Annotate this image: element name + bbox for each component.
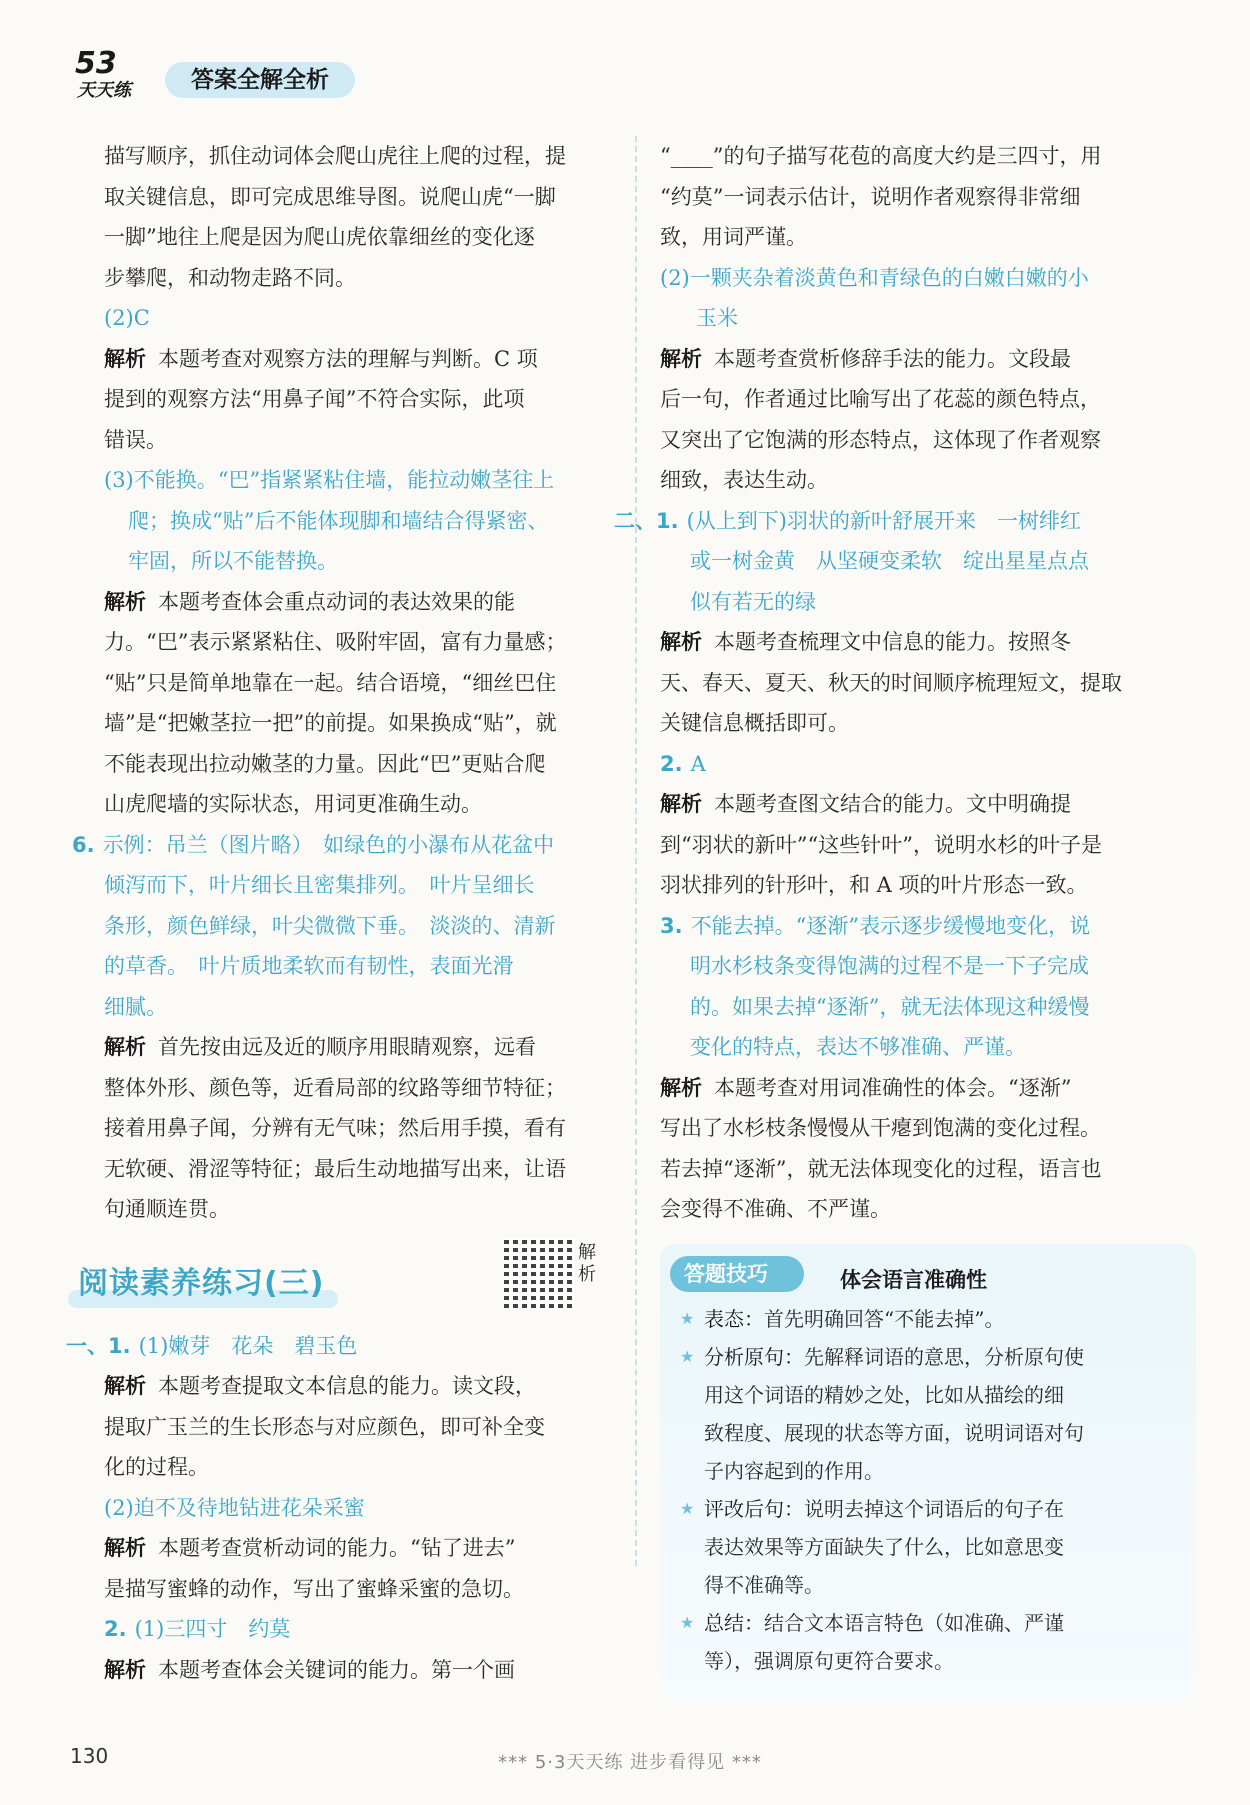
- tip-text: 等），强调原句更符合要求。: [704, 1648, 954, 1673]
- analysis-text: 首先按由远及近的顺序用眼睛观察，远看: [158, 1035, 536, 1059]
- answer-line: 牢固，所以不能替换。: [128, 549, 338, 573]
- answer-line: 玉米: [696, 306, 738, 330]
- tip-heading: 表态：: [704, 1306, 764, 1331]
- analysis-label: 解析: [104, 1657, 146, 1682]
- analysis-label: 解析: [660, 792, 702, 816]
- question-number: 二、1.: [614, 508, 679, 533]
- answer-line: (2)一颗夹杂着淡黄色和青绿色的白嫩白嫩的小: [660, 265, 1089, 290]
- question-number: 3.: [660, 913, 683, 938]
- answer-line: 细腻。: [104, 994, 167, 1019]
- analysis-text: 整体外形、颜色等，近看局部的纹路等细节特征；: [104, 1075, 566, 1100]
- analysis-text: 本题考查对用词准确性的体会。“逐渐”: [714, 1075, 1072, 1100]
- answer-line: 条形，颜色鲜绿，叶尖微微下垂。 淡淡的、清新: [104, 913, 556, 938]
- left-column: [66, 136, 612, 1690]
- tips-title: 体会语言准确性: [840, 1267, 987, 1292]
- answer-line: 示例：吊兰（图片略） 如绿色的小瀑布从花盆中: [102, 832, 555, 857]
- tip-text: 子内容起到的作用。: [704, 1458, 884, 1483]
- star-icon: ★: [680, 1308, 695, 1328]
- tip-heading: 总结：: [704, 1610, 764, 1635]
- answer-line: (2)C: [104, 306, 150, 330]
- analysis-text: 力。“巴”表示紧紧粘住、吸附牢固，富有力量感；: [104, 630, 567, 654]
- right-intro-line: “约莫”一词表示估计，说明作者观察得非常细: [660, 184, 1081, 209]
- tip-text: 先解释词语的意思，分析原句使: [804, 1344, 1084, 1369]
- analysis-text: 不能表现出拉动嫩茎的力量。因此“巴”更贴合爬: [104, 751, 546, 776]
- analysis-text: 本题考查赏析动词的能力。“钻了进去”: [158, 1536, 516, 1560]
- star-icon: ★: [680, 1498, 695, 1518]
- analysis-text: 会变得不准确、不严谨。: [660, 1197, 891, 1221]
- answer-line: 变化的特点，表达不够准确、严谨。: [690, 1035, 1026, 1059]
- answer-line: (从上到下)羽状的新叶舒展开来 一树绯红: [686, 508, 1081, 533]
- right-column: [614, 136, 1196, 1700]
- analysis-text: 本题考查梳理文中信息的能力。按照冬: [714, 630, 1071, 654]
- analysis-text: “贴”只是简单地靠在一起。结合语境，“细丝巴住: [104, 670, 557, 695]
- analysis-text: 本题考查对观察方法的理解与判断。C 项: [158, 346, 538, 371]
- tip-item: [680, 1604, 1180, 1680]
- page-number: 130: [70, 1744, 109, 1768]
- analysis-text: 提到的观察方法“用鼻子闻”不符合实际，此项: [104, 387, 525, 411]
- right-intro-line: “____”的句子描写花苞的高度大约是三四寸，用: [660, 144, 1102, 168]
- qr-code-label: 解析: [578, 1241, 596, 1285]
- analysis-text: 墙”是“把嫩茎拉一把”的前提。如果换成“贴”，就: [104, 711, 557, 735]
- qr-code-pattern: [504, 1238, 574, 1308]
- question-number: 2.: [104, 1617, 127, 1641]
- answer-line: (1)嫩芽 花朵 碧玉色: [138, 1333, 358, 1358]
- answer-line: (3)不能换。“巴”指紧紧粘住墙，能拉动嫩茎往上: [104, 468, 555, 492]
- analysis-text: 本题考查体会重点动词的表达效果的能: [158, 589, 515, 614]
- analysis-text: 提取广玉兰的生长形态与对应颜色，即可补全变: [104, 1414, 545, 1439]
- analysis-text: 化的过程。: [104, 1455, 209, 1479]
- header-title: 答案全解全析: [165, 62, 355, 98]
- answer-line: 似有若无的绿: [690, 589, 816, 614]
- left-intro-line: 一脚”地往上爬是因为爬山虎依靠细丝的变化逐: [104, 225, 535, 249]
- question-number: 一、1.: [66, 1333, 131, 1358]
- analysis-text: 错误。: [104, 427, 167, 452]
- answer-line: 倾泻而下，叶片细长且密集排列。 叶片呈细长: [104, 873, 535, 897]
- analysis-text: 本题考查提取文本信息的能力。读文段，: [158, 1374, 536, 1398]
- analysis-text: 到“羽状的新叶”“这些针叶”，说明水杉的叶子是: [660, 832, 1102, 857]
- answer-line: (1)三四寸 约莫: [134, 1617, 291, 1641]
- tip-item: [680, 1338, 1180, 1490]
- analysis-text: 天、春天、夏天、秋天的时间顺序梳理短文，提取: [660, 670, 1122, 695]
- analysis-text: 山虎爬墙的实际状态，用词更准确生动。: [104, 792, 482, 816]
- analysis-text: 后一句，作者通过比喻写出了花蕊的颜色特点，: [660, 387, 1101, 411]
- analysis-text: 句通顺连贯。: [104, 1197, 230, 1221]
- analysis-label: 解析: [104, 346, 146, 371]
- left-intro-line: 取关键信息，即可完成思维导图。说爬山虎“一脚: [104, 184, 556, 209]
- tip-text: 得不准确等。: [704, 1572, 824, 1597]
- analysis-text: 接着用鼻子闻，分辨有无气味；然后用手摸，看有: [104, 1116, 566, 1140]
- analysis-text: 是描写蜜蜂的动作，写出了蜜蜂采蜜的急切。: [104, 1576, 524, 1601]
- analysis-text: 本题考查赏析修辞手法的能力。文段最: [714, 346, 1071, 371]
- tip-heading: 分析原句：: [704, 1344, 804, 1369]
- tip-text: 表达效果等方面缺失了什么，比如意思变: [704, 1534, 1064, 1559]
- answer-line: 不能去掉。“逐渐”表示逐步缓慢地变化，说: [690, 913, 1091, 938]
- analysis-label: 解析: [104, 589, 146, 614]
- analysis-label: 解析: [660, 630, 702, 654]
- question-number: 6.: [72, 832, 95, 857]
- analysis-text: 关键信息概括即可。: [660, 711, 849, 735]
- tip-text: 首先明确回答“不能去掉”。: [764, 1306, 1005, 1331]
- question-number: 2.: [660, 751, 683, 776]
- analysis-text: 本题考查图文结合的能力。文中明确提: [714, 792, 1071, 816]
- answer-tips-box: [660, 1244, 1196, 1700]
- tip-item: [680, 1490, 1180, 1604]
- analysis-text: 无软硬、滑涩等特征；最后生动地描写出来，让语: [104, 1156, 566, 1181]
- answer-line: 明水杉枝条变得饱满的过程不是一下子完成: [690, 954, 1089, 978]
- analysis-text: 羽状排列的针形叶，和 A 项的叶片形态一致。: [660, 873, 1088, 897]
- section-title-text: 阅读素养练习(三): [78, 1265, 325, 1301]
- tip-text: 说明去掉这个词语后的句子在: [804, 1496, 1064, 1521]
- answer-line: A: [690, 751, 706, 776]
- left-intro-line: 描写顺序，抓住动词体会爬山虎往上爬的过程，提: [104, 144, 566, 168]
- tip-item: [680, 1300, 1180, 1338]
- analysis-label: 解析: [104, 1374, 146, 1398]
- section-title: [68, 1241, 612, 1320]
- brand-logo: 53 天天练: [75, 46, 131, 101]
- analysis-label: 解析: [104, 1536, 146, 1560]
- analysis-text: 细致，表达生动。: [660, 468, 828, 492]
- tips-header: [680, 1252, 1180, 1300]
- left-intro-line: 步攀爬，和动物走路不同。: [104, 265, 356, 290]
- star-icon: ★: [680, 1612, 695, 1632]
- answer-line: (2)迫不及待地钻进花朵采蜜: [104, 1495, 365, 1520]
- column-divider: [635, 136, 637, 1566]
- analysis-text: 若去掉“逐渐”，就无法体现变化的过程，语言也: [660, 1156, 1102, 1181]
- page-header: [75, 40, 675, 110]
- tip-text: 结合文本语言特色（如准确、严谨: [764, 1610, 1064, 1635]
- tip-text: 致程度、展现的状态等方面，说明词语对句: [704, 1420, 1084, 1445]
- tip-text: 用这个词语的精妙之处，比如从描绘的细: [704, 1382, 1064, 1407]
- answer-line: 爬；换成“贴”后不能体现脚和墙结合得紧密、: [128, 508, 549, 533]
- analysis-label: 解析: [660, 1075, 702, 1100]
- star-icon: ★: [680, 1346, 695, 1366]
- answer-line: 的草香。 叶片质地柔软而有韧性，表面光滑: [104, 954, 514, 978]
- analysis-label: 解析: [660, 346, 702, 371]
- analysis-text: 本题考查体会关键词的能力。第一个画: [158, 1657, 515, 1682]
- analysis-label: 解析: [104, 1035, 146, 1059]
- answer-line: 的。如果去掉“逐渐”，就无法体现这种缓慢: [690, 994, 1090, 1019]
- tips-badge: 答题技巧: [670, 1256, 804, 1292]
- analysis-text: 写出了水杉枝条慢慢从干瘪到饱满的变化过程。: [660, 1116, 1101, 1140]
- footer-slogan: *** 5·3天天练 进步看得见 ***: [498, 1752, 762, 1773]
- analysis-text: 又突出了它饱满的形态特点，这体现了作者观察: [660, 427, 1101, 452]
- right-intro-line: 致，用词严谨。: [660, 225, 807, 249]
- answer-line: 或一树金黄 从坚硬变柔软 绽出星星点点: [690, 549, 1089, 573]
- tip-heading: 评改后句：: [704, 1496, 804, 1521]
